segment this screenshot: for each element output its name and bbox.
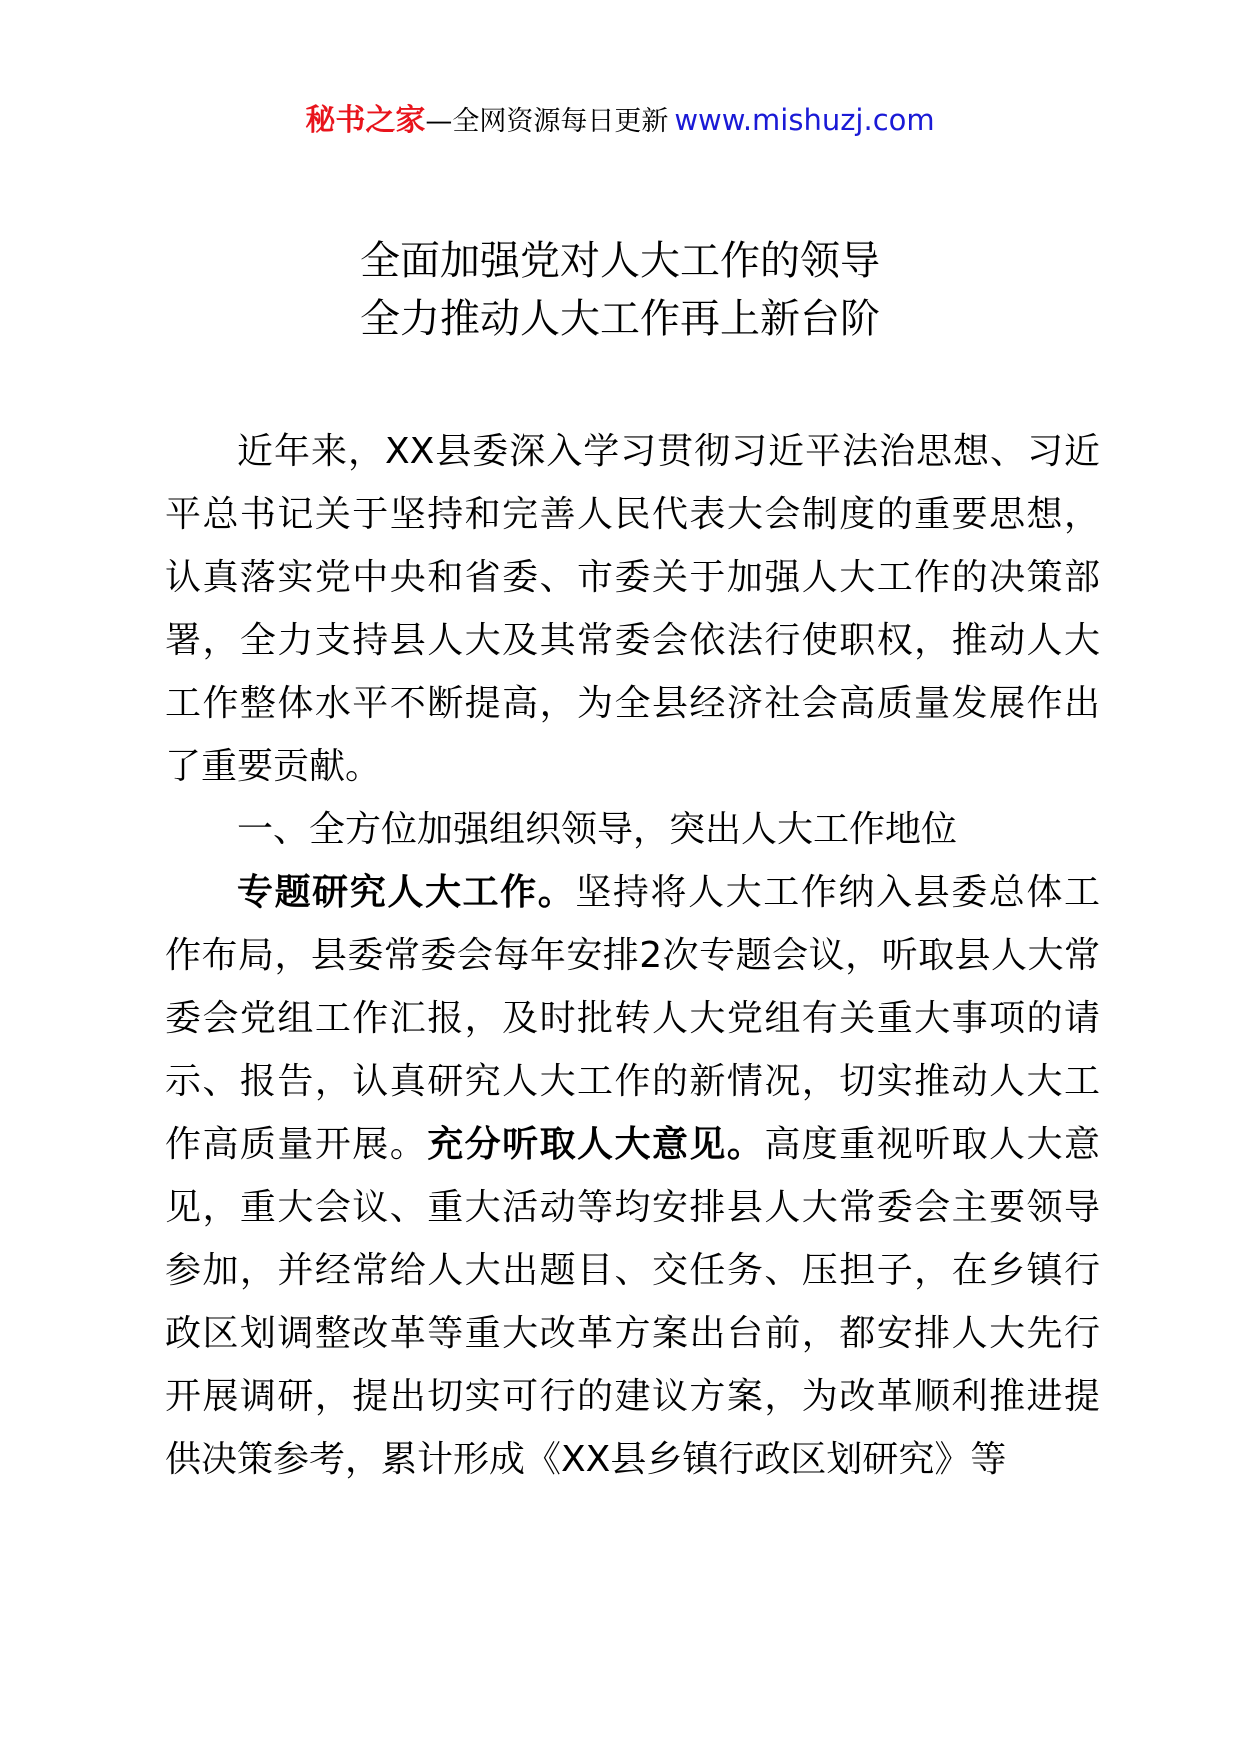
brand-name: 秘书之家 bbox=[305, 103, 426, 138]
page-header bbox=[0, 100, 1240, 142]
document-body bbox=[165, 420, 1100, 1491]
intro-paragraph: 近年来，XX县委深入学习贯彻习近平法治思想、习近平总书记关于坚持和完善人民代表大会制度的重要思想，认真落实党中央和省委、市委关于加强人大工作的决策部署，全力支持县人大及其常委会依法行使职权，推动人大工作整体水平不断提高，为全县经济社会高质量发展作出了重要贡献。 bbox=[165, 431, 1100, 787]
content-paragraph bbox=[165, 861, 1100, 1491]
title-line-1: 全面加强党对人大工作的领导 bbox=[360, 238, 880, 284]
subheading-1-text: 坚持将人大工作纳入县委总体工作布局，县委常委会每年安排2次专题会议，听取县人大常委会党组工作汇报，及时批转人大党组有关重大事项的请示、报告，认真研究人大工作的新情况，切实推动人大工作高质量开展。 bbox=[165, 872, 1100, 1165]
subheading-2: 充分听取人大意见。 bbox=[427, 1124, 765, 1165]
subheading-2-text: 高度重视听取人大意见，重大会议、重大活动等均安排县人大常委会主要领导参加，并经常给人大出题目、交任务、压担子，在乡镇行政区划调整改革等重大改革方案出台前，都安排人大先行开展调研，提出切实可行的建议方案，为改革顺利推进提供决策参考，累计形成《XX县乡镇行政区划研究》等 bbox=[165, 1124, 1100, 1480]
document-title bbox=[0, 232, 1240, 348]
site-url-link[interactable]: www.mishuzj.com bbox=[674, 103, 935, 137]
subheading-1: 专题研究人大工作。 bbox=[237, 872, 576, 913]
header-tagline: —全网资源每日更新 bbox=[425, 106, 669, 137]
section-heading: 一、全方位加强组织领导，突出人大工作地位 bbox=[237, 809, 958, 850]
title-line-2: 全力推动人大工作再上新台阶 bbox=[360, 296, 880, 342]
